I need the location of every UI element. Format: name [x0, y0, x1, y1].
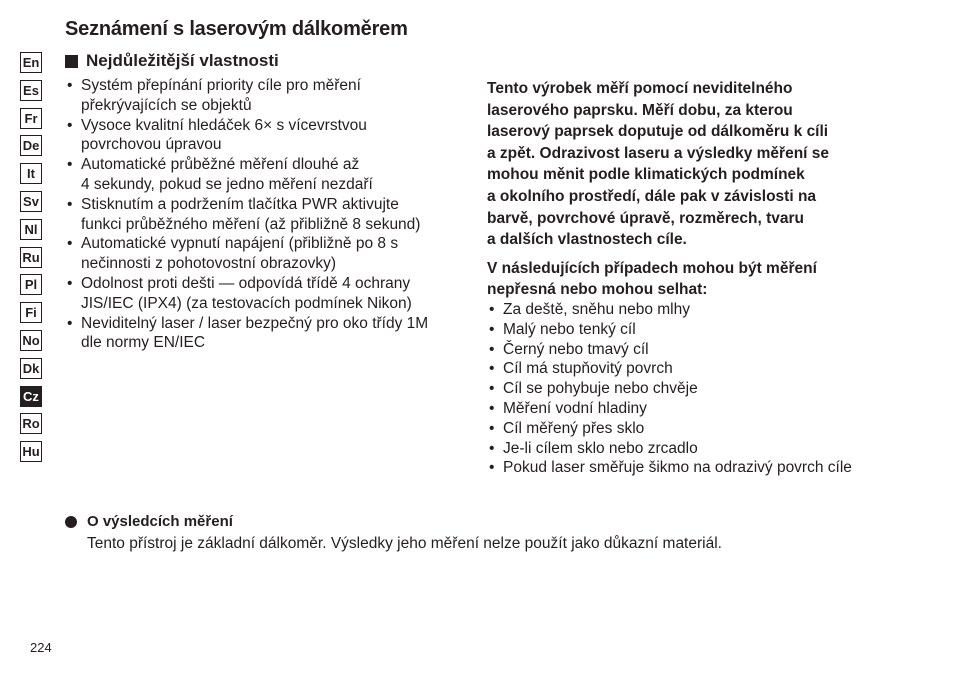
feature-item	[65, 155, 465, 195]
feature-item-line: 4 sekundy, pokud se jedno měření nezdaří	[81, 175, 373, 193]
language-tab-dk[interactable]: Dk	[20, 358, 42, 379]
bullet-icon: •	[67, 156, 73, 174]
feature-item-line: Vysoce kvalitní hledáček 6× s vícevrstvou	[81, 116, 367, 134]
feature-item-line: JIS/IEC (IPX4) (za testovacích podmínek Nikon)	[81, 294, 412, 312]
feature-item-line: funkci průběžného měření (až přibližně 8 sekund)	[81, 215, 421, 233]
feature-item	[65, 274, 465, 314]
bullet-icon: •	[67, 235, 73, 253]
bullet-icon: •	[489, 301, 495, 318]
feature-item	[65, 314, 465, 354]
features-heading-text: Nejdůležitější vlastnosti	[86, 51, 279, 70]
language-tab-hu[interactable]: Hu	[20, 441, 42, 462]
language-tab-es[interactable]: Es	[20, 80, 42, 101]
failure-condition-item	[487, 439, 907, 459]
feature-item-line: povrchovou úpravou	[81, 136, 222, 154]
language-tab-ro[interactable]: Ro	[20, 413, 42, 434]
language-tab-ru[interactable]: Ru	[20, 247, 42, 268]
failure-condition-text: Měření vodní hladiny	[503, 399, 647, 417]
feature-item-line: Odolnost proti dešti — odpovídá třídě 4 ochrany	[81, 274, 411, 292]
failure-condition-text: Cíl měřený přes sklo	[503, 419, 645, 437]
bullet-icon: •	[489, 340, 495, 358]
failure-condition-text: Cíl se pohybuje nebo chvěje	[503, 380, 698, 398]
failure-condition-text: Za deště, sněhu nebo mlhy	[503, 301, 690, 318]
bullet-icon: •	[489, 360, 495, 378]
bullet-icon: •	[489, 439, 495, 457]
language-tab-sv[interactable]: Sv	[20, 191, 42, 212]
failure-condition-text: Malý nebo tenký cíl	[503, 320, 636, 338]
bullet-icon: •	[67, 116, 73, 134]
language-tab-en[interactable]: En	[20, 52, 42, 73]
intro-line: laserový paprsek doputuje od dálkoměru k cíli	[487, 123, 829, 141]
failure-intro	[487, 258, 887, 300]
language-tab-de[interactable]: De	[20, 135, 42, 156]
circle-bullet-icon	[65, 516, 77, 528]
feature-item-line: Stisknutím a podržením tlačítka PWR aktivujte	[81, 195, 399, 213]
failure-condition-text: Pokud laser směřuje šikmo na odrazivý povrch cíle	[503, 459, 852, 477]
bullet-icon: •	[67, 77, 73, 94]
intro-line: a okolního prostředí, dále pak v závislosti na	[487, 187, 817, 205]
intro-line: Tento výrobek měří pomocí neviditelného	[487, 80, 793, 97]
feature-item-line: překrývajících se objektů	[81, 96, 252, 114]
page-title: Seznámení s laserovým dálkoměrem	[65, 18, 408, 40]
feature-item	[65, 76, 465, 116]
bullet-icon: •	[67, 314, 73, 332]
failure-condition-item	[487, 340, 907, 360]
feature-item-line: Systém přepínání priority cíle pro měření	[81, 77, 361, 94]
language-tab-pl[interactable]: Pl	[20, 274, 42, 295]
bullet-icon: •	[489, 380, 495, 398]
square-bullet-icon	[65, 55, 78, 68]
failure-condition-text: Je-li cílem sklo nebo zrcadlo	[503, 439, 698, 457]
intro-line: a dalších vlastnostech cíle.	[487, 231, 687, 249]
failure-intro-line: nepřesná nebo mohou selhat:	[487, 281, 708, 298]
failure-condition-item	[487, 458, 907, 478]
feature-item-line: Automatické průběžné měření dlouhé až	[81, 156, 360, 174]
failure-condition-text: Cíl má stupňovitý povrch	[503, 360, 673, 378]
failure-intro-line: V následujících případech mohou být měření	[487, 260, 817, 277]
intro-line: mohou měnit podle klimatických podmínek	[487, 166, 805, 184]
note-heading-text: O výsledcích měření	[87, 513, 233, 530]
bullet-icon: •	[489, 320, 495, 338]
bullet-icon: •	[67, 195, 73, 213]
failure-condition-item	[487, 300, 907, 320]
intro-line: a zpět. Odrazivost laseru a výsledky měření se	[487, 144, 830, 162]
failure-condition-item	[487, 419, 907, 439]
language-tab-fi[interactable]: Fi	[20, 302, 42, 323]
page-number: 224	[30, 640, 52, 655]
language-tab-cz[interactable]: Cz	[20, 386, 42, 407]
feature-item	[65, 234, 465, 274]
failure-condition-text: Černý nebo tmavý cíl	[503, 340, 649, 358]
bullet-icon: •	[67, 274, 73, 292]
intro-paragraph	[487, 78, 887, 251]
failure-condition-item	[487, 379, 907, 399]
feature-item	[65, 195, 465, 235]
note-heading	[65, 513, 233, 530]
language-tab-it[interactable]: It	[20, 163, 42, 184]
features-heading	[65, 51, 279, 71]
bullet-icon: •	[489, 459, 495, 477]
language-tab-no[interactable]: No	[20, 330, 42, 351]
failure-condition-item	[487, 320, 907, 340]
feature-item	[65, 116, 465, 156]
feature-item-line: Automatické vypnutí napájení (přibližně po 8 s	[81, 235, 399, 253]
feature-item-line: dle normy EN/IEC	[81, 334, 206, 352]
features-list	[65, 76, 465, 353]
failure-conditions-list	[487, 300, 907, 478]
language-tab-fr[interactable]: Fr	[20, 108, 42, 129]
failure-condition-item	[487, 359, 907, 379]
feature-item-line: nečinnosti z pohotovostní obrazovky)	[81, 255, 337, 273]
failure-condition-item	[487, 399, 907, 419]
intro-line: barvě, povrchové úpravě, rozměrech, tvaru	[487, 209, 805, 227]
intro-line: laserového paprsku. Měří dobu, za kterou	[487, 101, 793, 119]
note-body: Tento přístroj je základní dálkoměr. Výsledky jeho měření nelze použít jako důkazní materiál.	[87, 535, 722, 552]
bullet-icon: •	[489, 399, 495, 417]
bullet-icon: •	[489, 419, 495, 437]
feature-item-line: Neviditelný laser / laser bezpečný pro oko třídy 1M	[81, 314, 429, 332]
language-tab-nl[interactable]: Nl	[20, 219, 42, 240]
